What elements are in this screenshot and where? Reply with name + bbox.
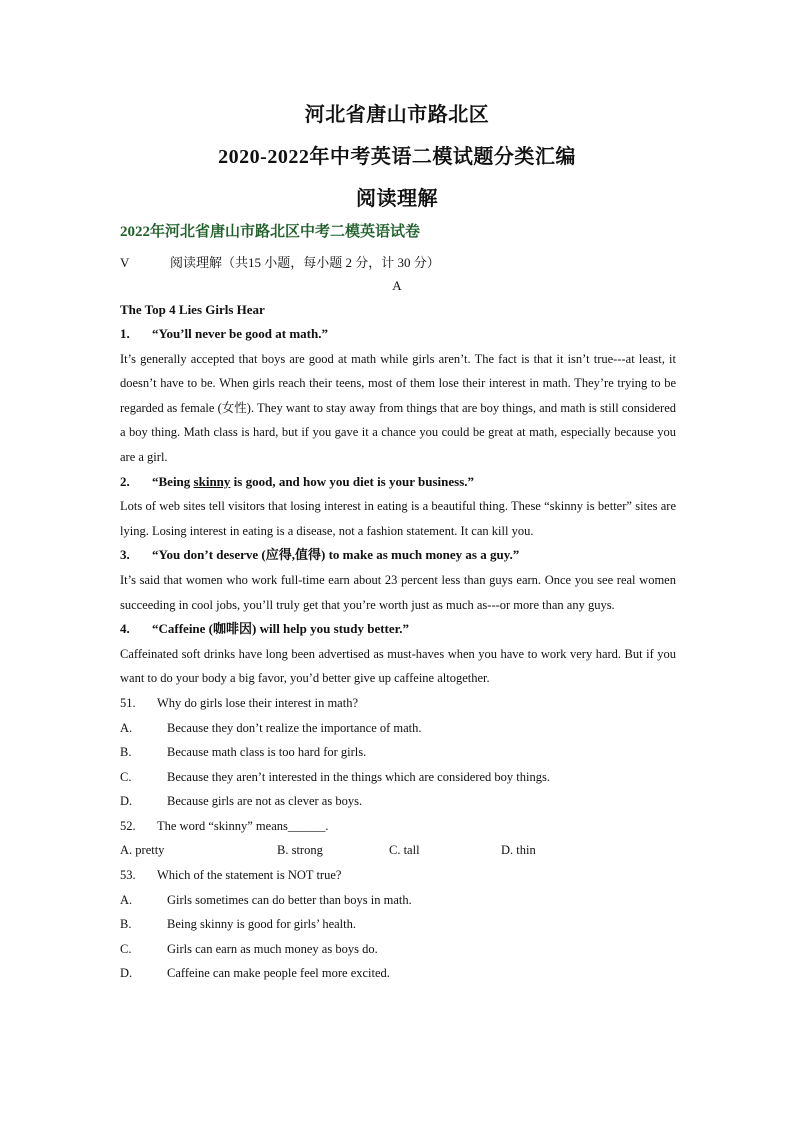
question-51: 51. Why do girls lose their interest in math? <box>120 695 358 710</box>
passage-title: The Top 4 Lies Girls Hear <box>120 302 265 317</box>
options-52 <box>120 838 676 863</box>
option-52d: D. thin <box>501 843 536 858</box>
lie-heading-4: 4. “Caffeine (咖啡因) will help you study better.” <box>120 621 409 637</box>
doc-title-section: 阅读理解 <box>356 188 438 210</box>
underlined-word: skinny <box>193 473 231 489</box>
option-51d: D. Because girls are not as clever as boys. <box>120 794 363 809</box>
lie-paragraph-3: It’s said that women who work full-time earn about 23 percent less than guys earn. Once you see real women succeeding in cool jobs, you’ll truly get that you’re worth just as much as---or more than any guys. <box>120 572 676 612</box>
lie-paragraph-1: It’s generally accepted that boys are good at math while girls aren’t. The fact is that it isn’t true---at least, it doesn’t have to be. When girls reach their teens, most of them lose their interest in math. They’re trying to be regarded as female (女性). They want to stay away from things that are boy things, and math is still considered a boy thing. Math class is hard, but if you gave it a chance you could be great at math, especially because you are a girl. <box>120 351 676 464</box>
option-53c: C. Girls can earn as much money as boys do. <box>120 941 378 956</box>
option-53d: D. Caffeine can make people feel more excited. <box>120 966 390 981</box>
section-text: 阅读理解（共15 小题，每小题 2 分，计 30 分） <box>170 255 440 270</box>
option-51c: C. Because they aren’t interested in the things which are considered boy things. <box>120 769 550 784</box>
doc-title-region: 河北省唐山市路北区 <box>304 104 490 126</box>
option-52b: B. strong <box>277 843 323 858</box>
lie-paragraph-2: Lots of web sites tell visitors that losing interest in eating is a beautiful thing. These “skinny is better” sites are lying. Losing interest in eating is a disease, not a fashion statement. It can kill you. <box>120 499 676 538</box>
option-53a: A. Girls sometimes can do better than boys in math. <box>120 892 412 907</box>
option-52c: C. tall <box>389 843 420 858</box>
exam-subheading: 2022年河北省唐山市路北区中考二模英语试卷 <box>120 224 421 240</box>
passage-body <box>120 322 676 986</box>
lie-paragraph-4: Caffeinated soft drinks have long been advertised as must-haves when you have to work very hard. But if you want to do your body a big favor, you’d better give up caffeine altogether. <box>120 646 676 686</box>
question-52: 52. The word “skinny” means______. <box>120 818 329 833</box>
passage-label: A <box>392 278 402 293</box>
lie-heading-3: 3. “You don’t deserve (应得,值得) to make as much money as a guy.” <box>120 547 520 563</box>
section-instruction <box>120 252 440 271</box>
question-53: 53. Which of the statement is NOT true? <box>120 868 342 883</box>
option-51b: B. Because math class is too hard for girls. <box>120 745 367 760</box>
lie-heading-2: 2. “Being skinny is good, and how you diet is your business.” <box>120 473 475 489</box>
doc-title-main: 2020-2022年中考英语二模试题分类汇编 <box>218 146 576 168</box>
option-51a: A. Because they don’t realize the importance of math. <box>120 720 422 735</box>
section-number: V <box>120 255 130 270</box>
lie-heading-1: 1. “You’ll never be good at math.” <box>120 326 328 341</box>
option-52a: A. pretty <box>120 843 165 858</box>
option-53b: B. Being skinny is good for girls’ health. <box>120 917 356 932</box>
